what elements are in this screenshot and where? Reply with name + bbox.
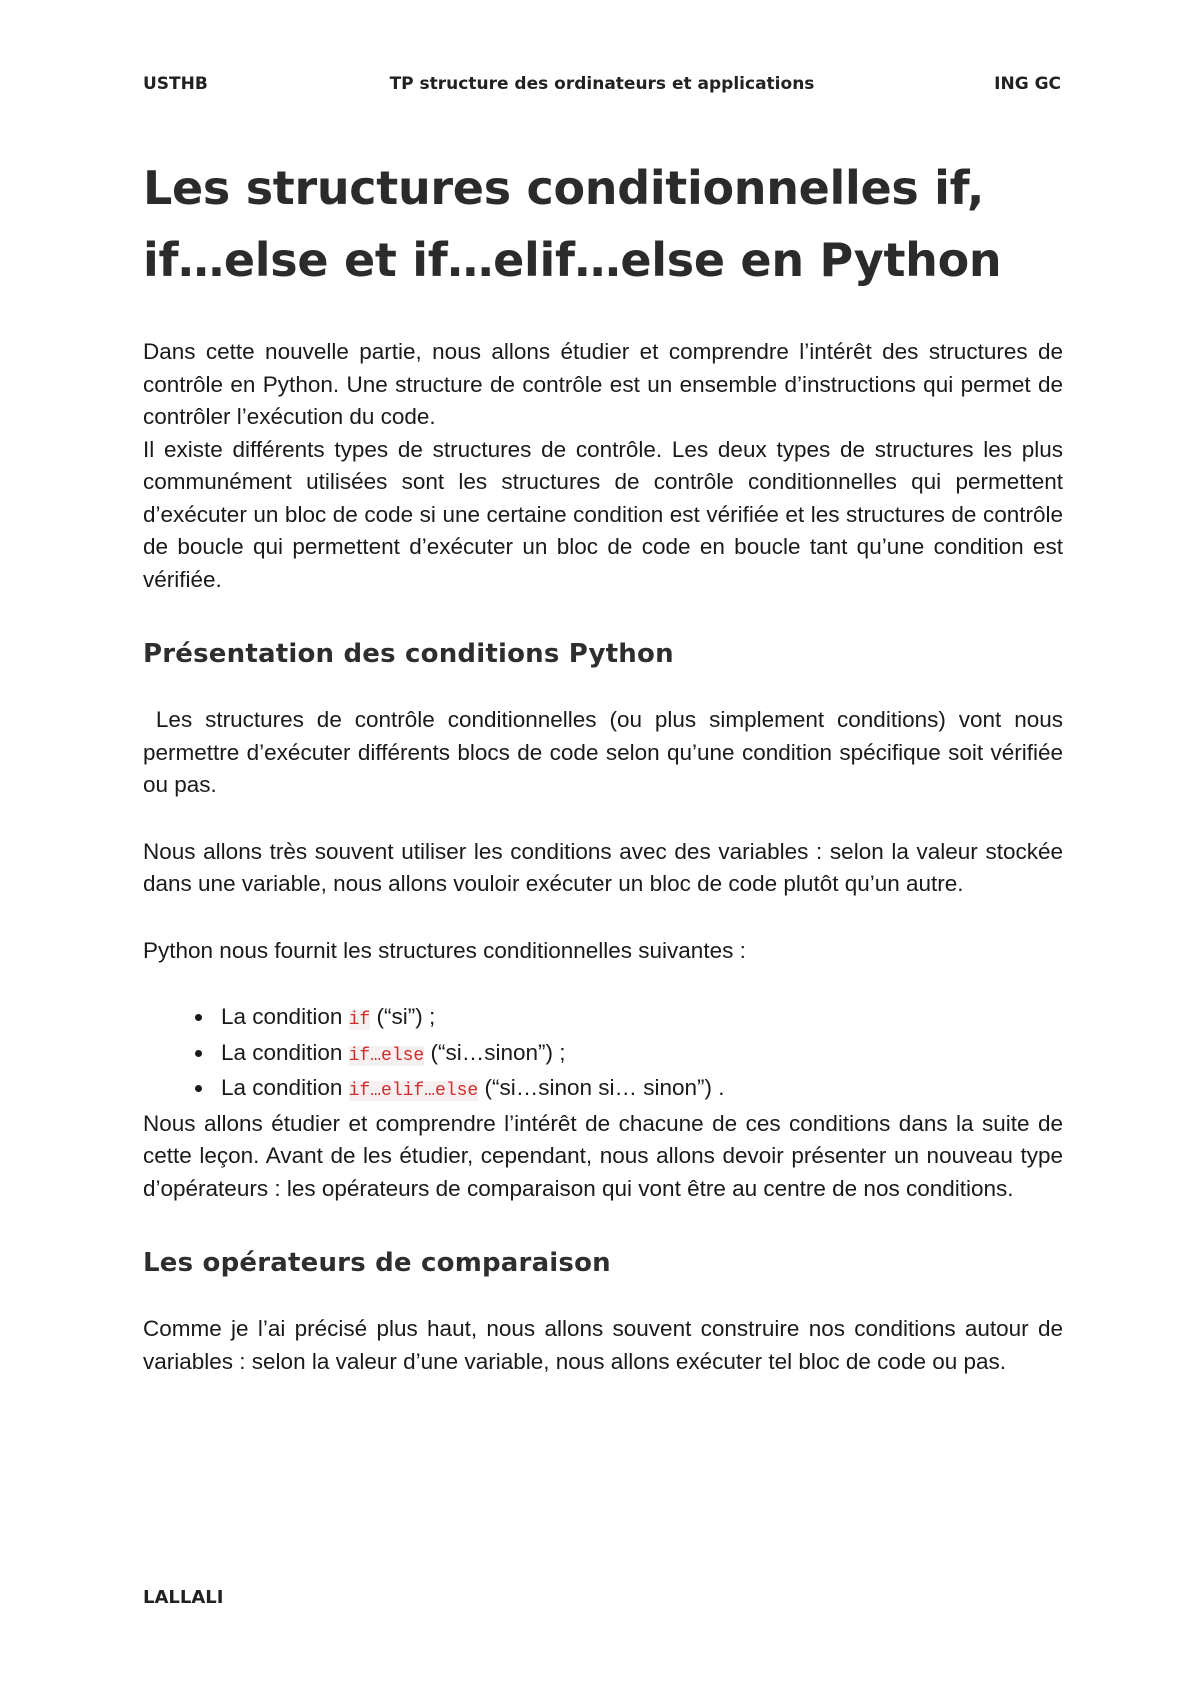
code-if-elif-else: if…elif…else: [348, 1081, 479, 1101]
title-line-2: if…else et if…elif…else en Python: [143, 233, 1002, 287]
list-item: • La condition if…elif…else (“si…sinon si… sinon”) .: [215, 1072, 1063, 1108]
intro-paragraph-1: Dans cette nouvelle partie, nous allons étudier et comprendre l’intérêt des structures de contrôle en Python. Une structure de contrôle est un ensemble d’instructions qui permet de contrôler l’exécution du code.: [143, 339, 1063, 429]
header-institution: USTHB: [143, 74, 208, 94]
conditions-list: [143, 1001, 1063, 1108]
section-heading-presentation: Présentation des conditions Python: [143, 639, 674, 669]
section1-paragraph-2: Nous allons très souvent utiliser les conditions avec des variables : selon la valeur stockée dans une variable, nous allons vouloir exécuter un bloc de code plutôt qu’un autre.: [143, 838, 1063, 896]
header-course-title: TP structure des ordinateurs et applications: [389, 74, 815, 94]
intro-paragraph-2: Il existe différents types de structures de contrôle. Les deux types de structures les plus communément utilisées sont les structures de contrôle conditionnelles qui permettent d’exécuter un bloc de code si une certaine condition est vérifiée et les structures de contrôle de boucle qui permettent d’exécuter un bloc de code en boucle tant qu’une condition est vérifiée.: [143, 436, 1063, 592]
list-item: • La condition if (“si”) ;: [215, 1001, 1063, 1037]
header-program: ING GC: [994, 74, 1061, 94]
title-line-1: Les structures conditionnelles if,: [143, 161, 985, 215]
section2-paragraph-1: Comme je l’ai précisé plus haut, nous allons souvent construire nos conditions autour de variables : selon la valeur d’une variable, nous allons exécuter tel bloc de code ou pas.: [143, 1316, 1063, 1374]
section1-paragraph-4: Nous allons étudier et comprendre l’intérêt de chacune de ces conditions dans la suite de cette leçon. Avant de les étudier, cependant, nous allons devoir présenter un nouveau type d’opérateurs : les opérateurs de comparaison qui vont être au centre de nos conditions.: [143, 1110, 1063, 1201]
code-if-else: if…else: [348, 1045, 425, 1066]
code-if: if: [348, 1010, 371, 1030]
document-body: [143, 152, 1070, 1378]
page-footer-author: LALLALI: [143, 1587, 224, 1608]
list-item: • La condition if…else (“si…sinon”) ;: [215, 1037, 1063, 1073]
section-heading-comparison-operators: Les opérateurs de comparaison: [143, 1248, 611, 1278]
section1-paragraph-3: Python nous fournit les structures conditionnelles suivantes :: [143, 937, 746, 963]
document-title: [143, 152, 1063, 296]
section1-paragraph-1: Les structures de contrôle conditionnelles (ou plus simplement conditions) vont nous permettre d’exécuter différents blocs de code selon qu’une condition spécifique soit vérifiée ou pas.: [143, 707, 1070, 797]
page-header: [143, 74, 1061, 102]
